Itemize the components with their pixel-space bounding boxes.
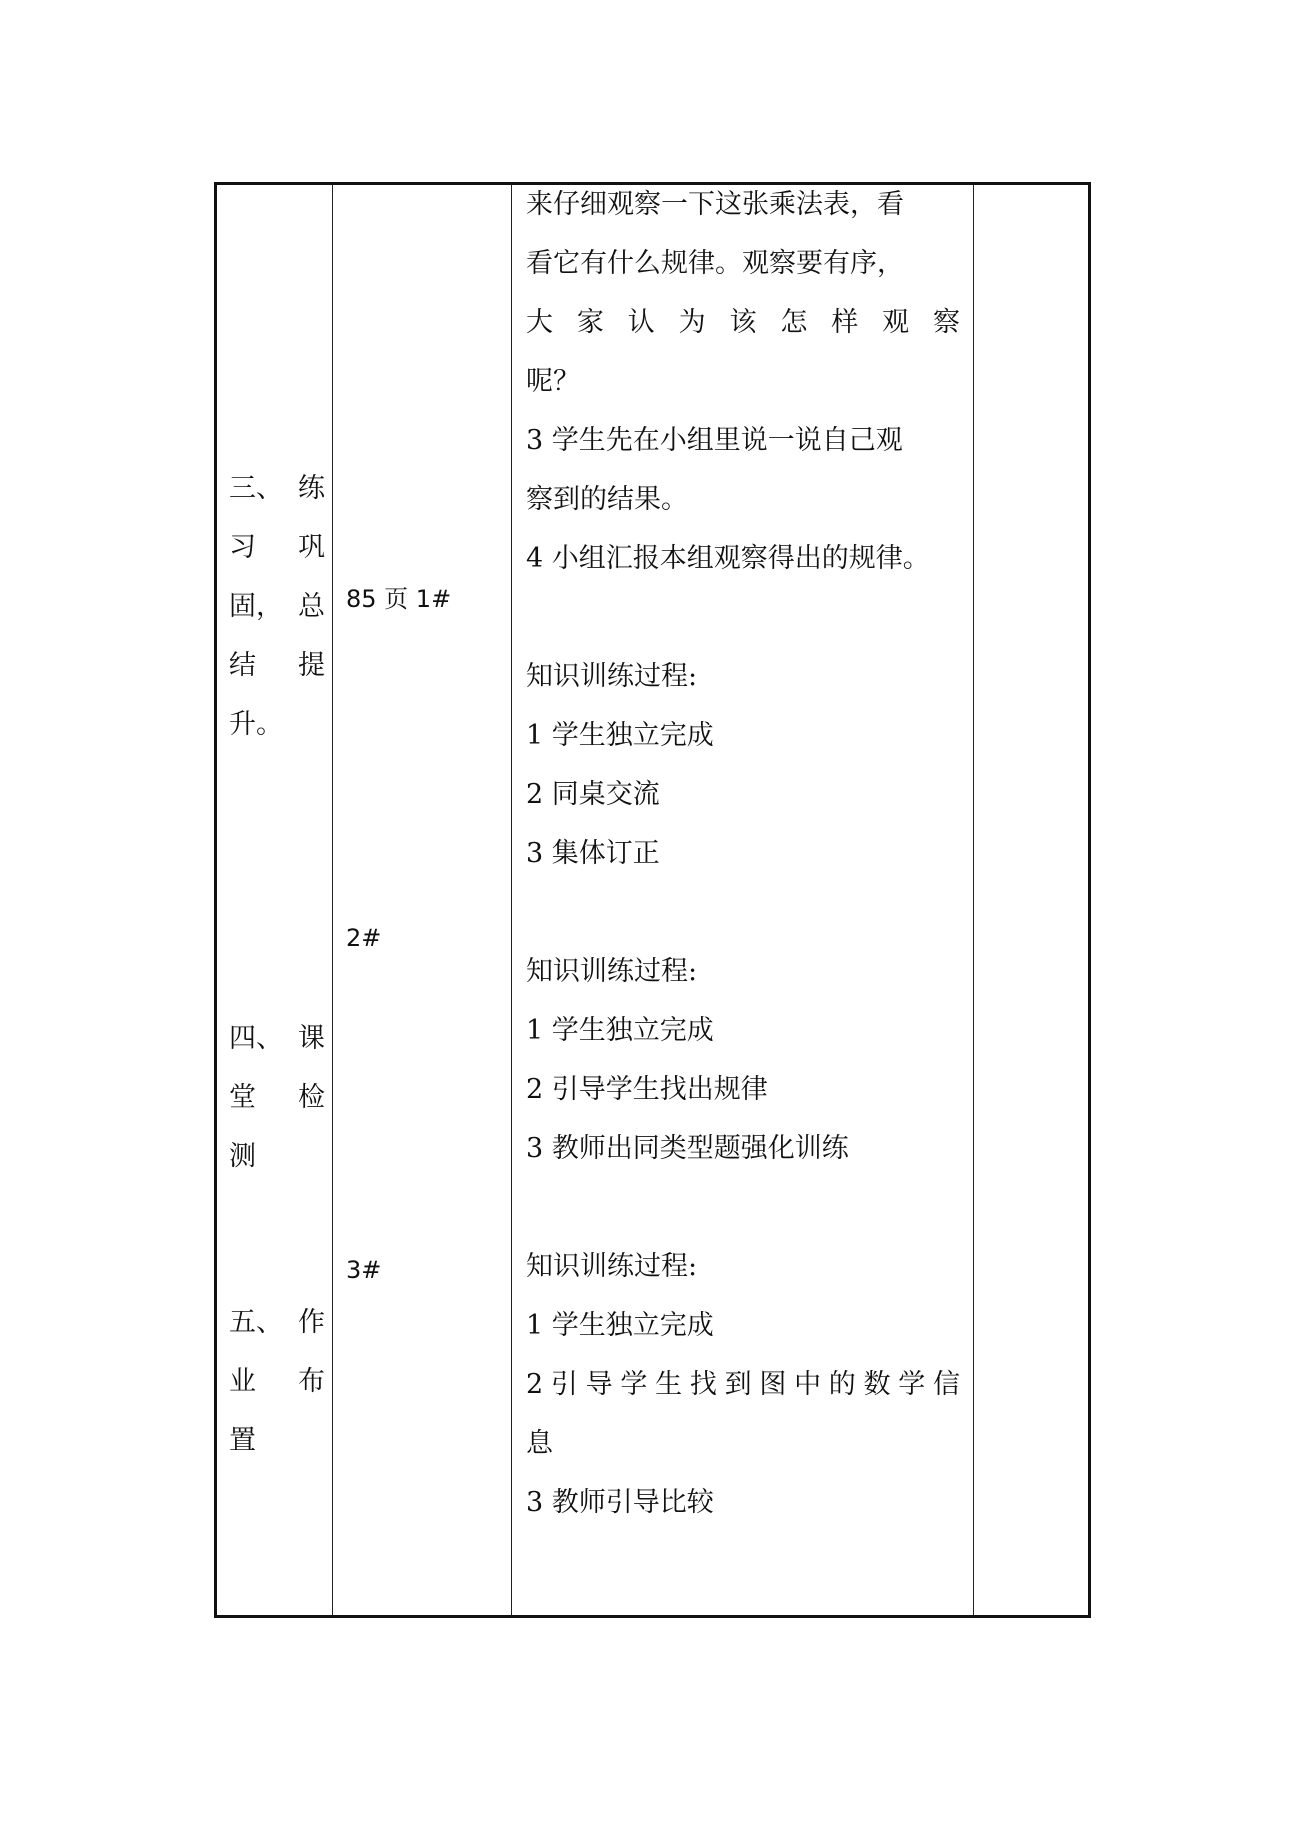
textbook-ref: 85 页 1# — [346, 585, 452, 613]
training-heading: 知识训练过程: — [526, 956, 698, 987]
content-line: 1 学生独立完成 — [526, 720, 714, 751]
stage-name-row: 四、 课 — [229, 1023, 325, 1054]
content-line: 看它有什么规律。观察要有序， — [526, 248, 904, 279]
content-line: 来仔细观察一下这张乘法表，看 — [526, 189, 904, 220]
column-divider — [973, 185, 974, 1615]
content-line: 3 集体订正 — [526, 838, 660, 869]
stage-class-test — [229, 1009, 325, 1186]
stage-homework — [229, 1293, 325, 1470]
content-line: 1 学生独立完成 — [526, 1015, 714, 1046]
content-line: 2 同桌交流 — [526, 779, 660, 810]
stage-name-row: 业 布 — [229, 1366, 325, 1397]
stage-name-row: 置 — [229, 1425, 256, 1456]
textbook-ref: 2# — [346, 924, 382, 952]
lesson-plan-table — [214, 182, 1091, 1618]
content-line: 察到的结果。 — [526, 484, 688, 515]
column-divider — [332, 185, 333, 1615]
training-heading: 知识训练过程: — [526, 661, 698, 692]
stage-name-row: 升。 — [229, 709, 283, 740]
stage-name-row: 五、 作 — [229, 1307, 325, 1338]
content-line: 大 家 认 为 该 怎 样 观 察 — [526, 307, 960, 338]
stage-name-row: 测 — [229, 1141, 256, 1172]
content-line: 息 — [526, 1428, 553, 1459]
content-line: 4 小组汇报本组观察得出的规律。 — [526, 543, 930, 574]
stage-name-row: 习 巩 — [229, 532, 325, 563]
training-heading: 知识训练过程: — [526, 1251, 698, 1282]
content-line: 2 引 导 学 生 找 到 图 中 的 数 学 信 — [526, 1369, 960, 1400]
column-divider — [511, 185, 512, 1615]
content-line: 2 引导学生找出规律 — [526, 1074, 768, 1105]
content-line: 3 学生先在小组里说一说自己观 — [526, 425, 903, 456]
stage-name-row: 结 提 — [229, 650, 325, 681]
stage-name-row: 堂 检 — [229, 1082, 325, 1113]
content-line: 3 教师出同类型题强化训练 — [526, 1133, 849, 1164]
stage-name-row: 固， 总 — [229, 591, 325, 622]
content-line: 1 学生独立完成 — [526, 1310, 714, 1341]
content-line: 呢？ — [526, 366, 580, 397]
teaching-content — [526, 175, 960, 1532]
stage-name-row: 三、 练 — [229, 473, 325, 504]
textbook-ref: 3# — [346, 1256, 382, 1284]
content-line: 3 教师引导比较 — [526, 1487, 714, 1518]
stage-practice-consolidate — [229, 459, 325, 754]
